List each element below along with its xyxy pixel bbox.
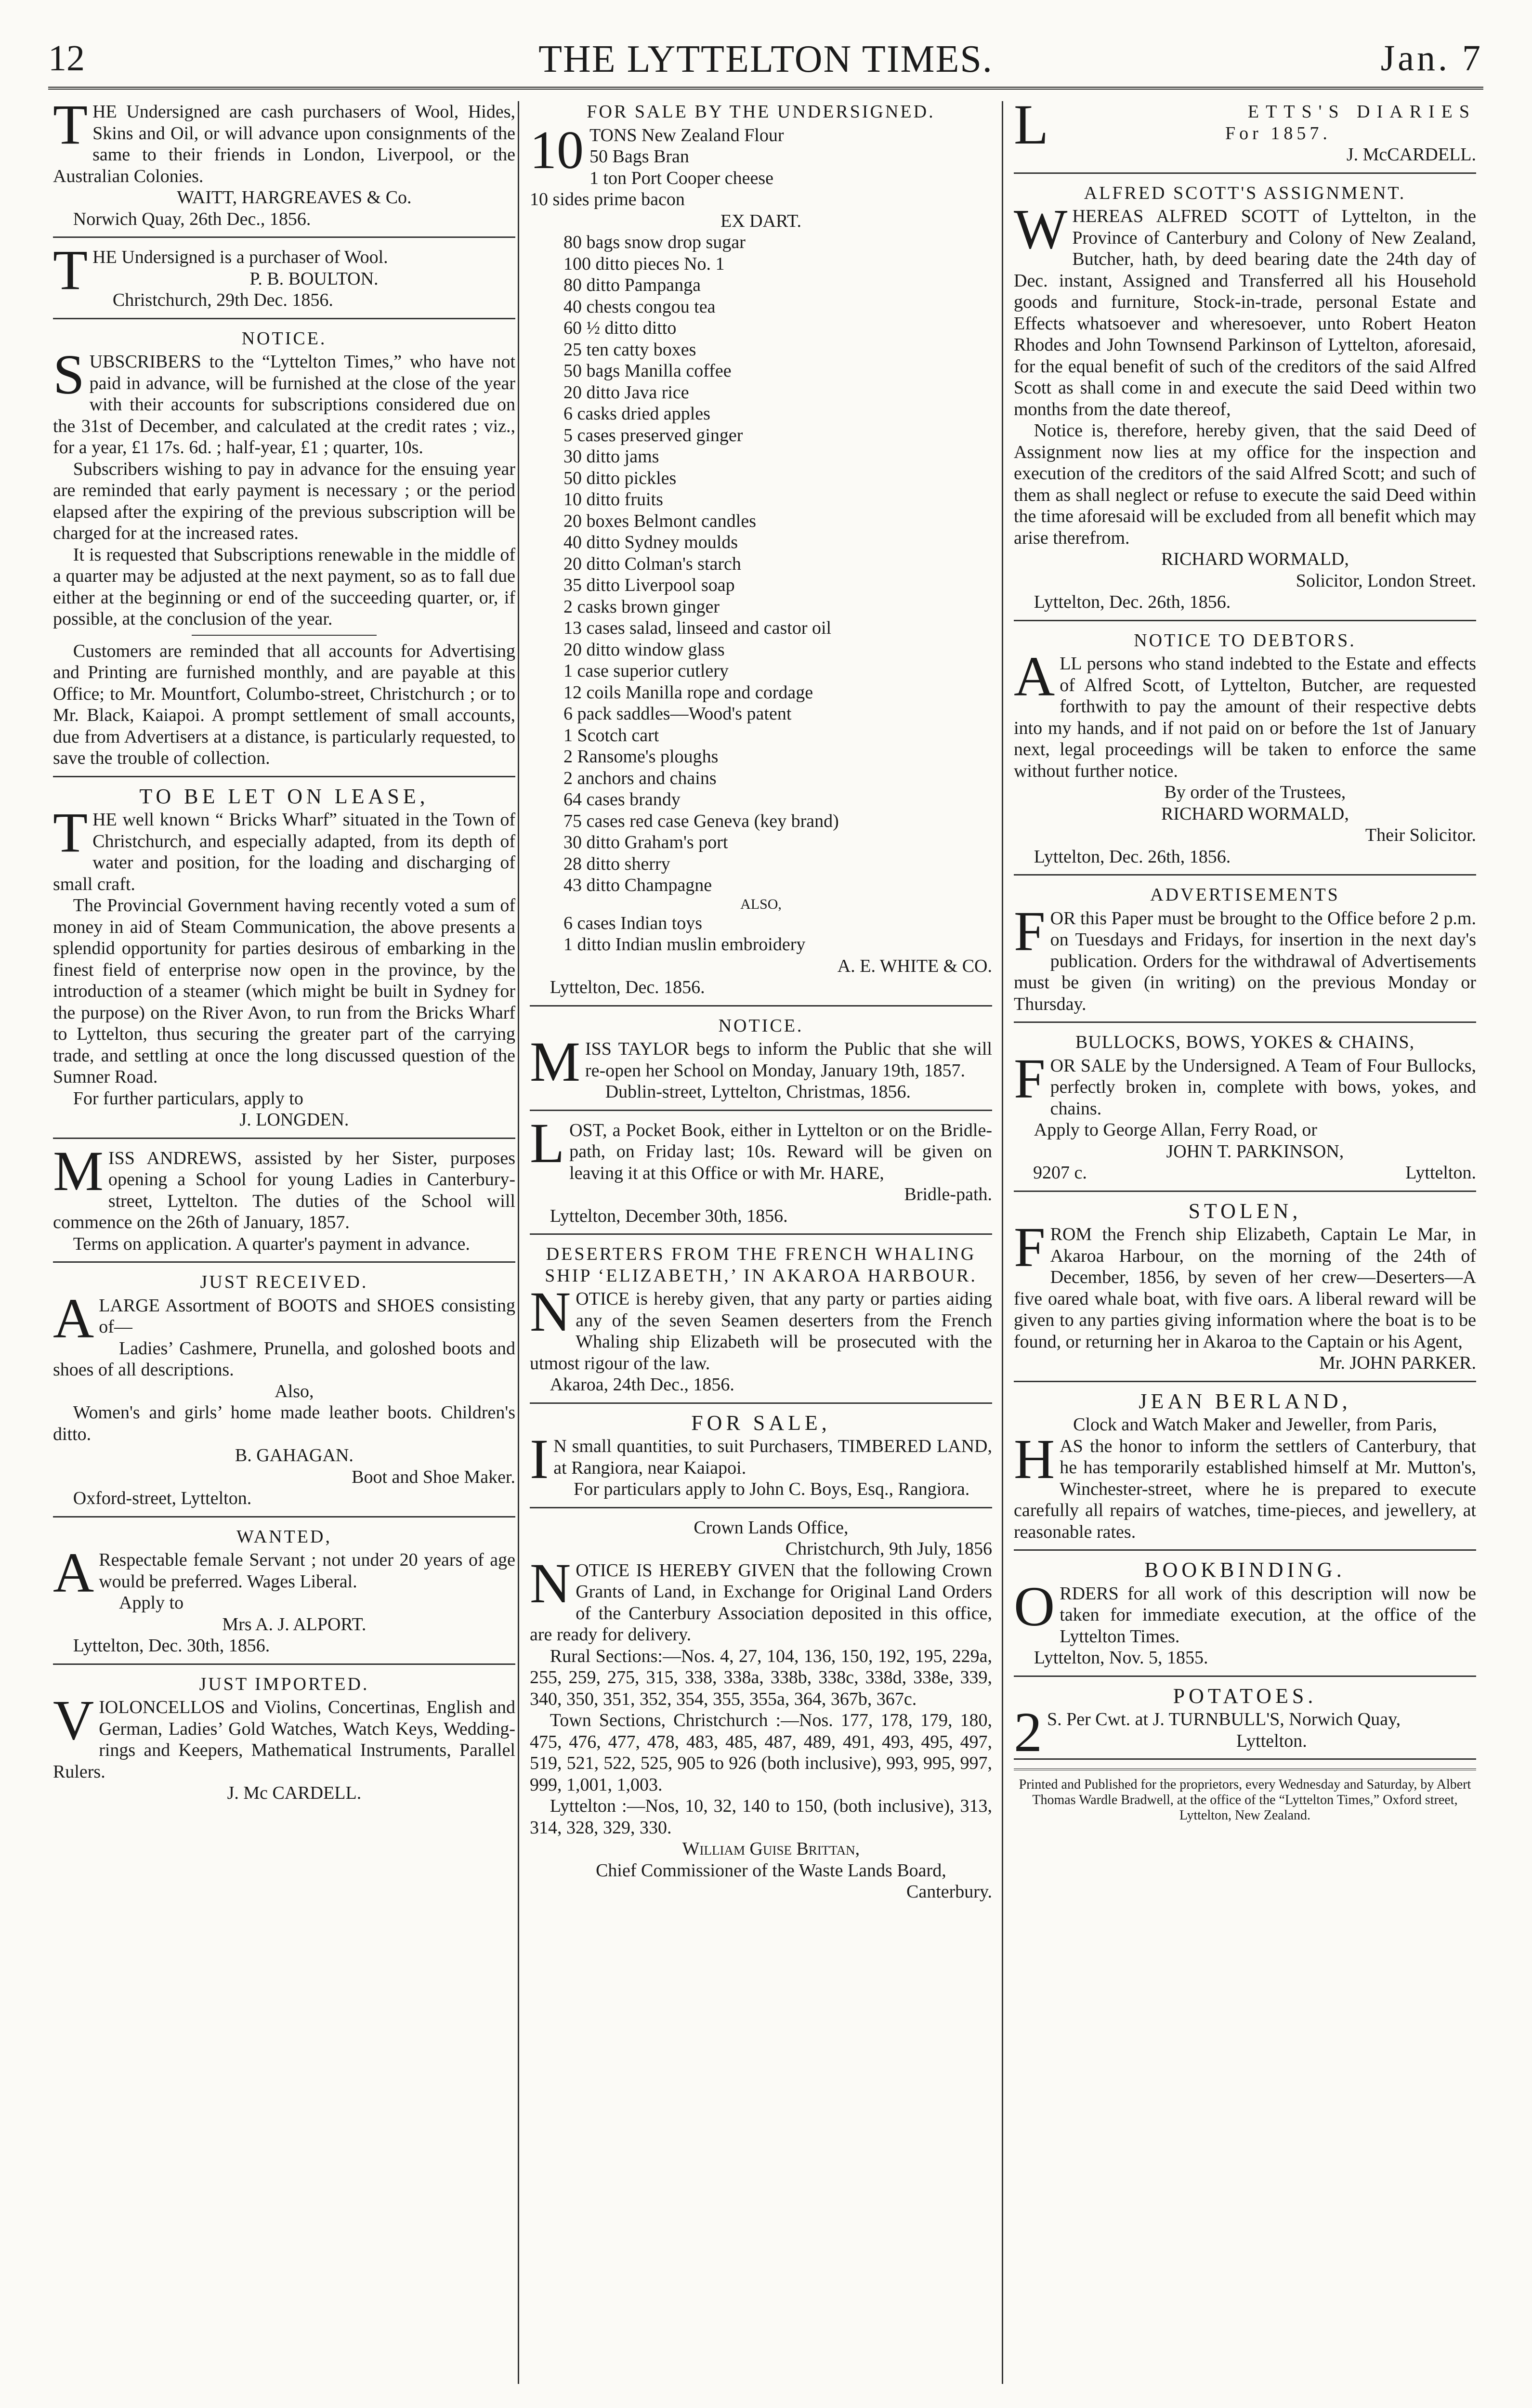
ad-signature: P. B. BOULTON.: [249, 268, 379, 289]
ad-signature: RICHARD WORMALD,: [1161, 803, 1349, 824]
ad-place-date: Norwich Quay, 26th Dec., 1856.: [73, 209, 311, 229]
ad-body: ARespectable female Servant ; not under 20 years of age would be preferred. Wages Liberal.: [53, 1541, 515, 1604]
ad-place-date: Oxford-street, Lyttelton.: [73, 1488, 252, 1508]
ad-heading: JUST RECEIVED.: [200, 1272, 368, 1292]
ad-date: Christchurch, 9th July, 1856: [785, 1539, 992, 1559]
column-divider: [518, 101, 519, 2384]
ad-body: For particulars apply to John C. Boys, Esq., Rangiora.: [574, 1479, 970, 1499]
ad-body: IN small quantities, to suit Purchasers, TIMBERED LAND, at Rangiora, near Kaiapoi.: [530, 1427, 992, 1491]
goods-item: 80 bags snow drop sugar: [563, 232, 746, 252]
ad-subheading: EX DART.: [720, 210, 801, 231]
ad-body: FOR SALE by the Undersigned. A Team of Four Bullocks, perfectly broken in, complete with bows, yokes, and chains.: [1014, 1047, 1476, 1119]
ad-place-date: Lyttelton, December 30th, 1856.: [550, 1205, 788, 1226]
ad-signature: J. McCARDELL.: [1346, 144, 1476, 165]
ad-waitt-hargreaves: [53, 93, 515, 238]
ad-body: NOTICE IS HEREBY GIVEN that the following Crown Grants of Land, in Exchange for Original Land Orders of the Canterbury Association deposited in this office, are ready for delivery.: [530, 1551, 992, 1645]
ad-body: NOTICE is hereby given, that any party or parties aiding any of the seven Seamen deserters from the French Whaling ship Elizabeth will be prosecuted with the utmost rigour of the law.: [530, 1280, 992, 1374]
ad-heading: NOTICE.: [718, 1015, 804, 1036]
ad-subscription-notice: [53, 328, 515, 777]
column-3: [1014, 93, 1476, 1823]
goods-item: 1 Scotch cart: [563, 725, 659, 746]
ad-place-date: Dublin-street, Lyttelton, Christmas, 1856.: [605, 1082, 911, 1102]
ad-body: Also,: [275, 1381, 314, 1401]
ad-heading: DESERTERS FROM THE FRENCH WHALING SHIP ‘ELIZABETH,’ IN AKAROA HARBOUR.: [545, 1244, 977, 1286]
goods-item: 5 cases preserved ginger: [563, 425, 743, 445]
ad-signature-title: Chief Commissioner of the Waste Lands Board,: [596, 1860, 946, 1881]
ad-heading: TO BE LET ON LEASE,: [139, 784, 429, 808]
newspaper-title: THE LYTTELTON TIMES.: [538, 38, 993, 80]
ad-signature-title: Boot and Shoe Maker.: [352, 1466, 515, 1487]
ad-body: THE well known “ Bricks Wharf” situated in the Town of Christchurch, and especially adapted, from its depth of water and position, for the loading and discharging of small craft.: [53, 801, 515, 894]
ad-body: HAS the honor to inform the settlers of Canterbury, that he has temporarily established himself at Mr. Mutton's, Winchester-street, where he is prepared to execute carefully all repairs of watches, time-pieces, and jewellery, at reasonable rates.: [1014, 1427, 1476, 1542]
ad-place-date: Lyttelton, Dec. 26th, 1856.: [1034, 846, 1231, 867]
goods-item: 50 bags Manilla coffee: [563, 361, 732, 381]
ad-body: ALL persons who stand indebted to the Estate and effects of Alfred Scott, of Lyttelton, Butcher, are requested forthwith to pay the amount of their respective debts into my hands, and if not paid on or before the 1st of January next, legal proceedings will be taken to enforce the same without further notice.: [1014, 645, 1476, 781]
ad-heading: FOR SALE BY THE UNDERSIGNED.: [587, 102, 935, 122]
goods-item: 30 ditto jams: [563, 446, 659, 467]
ad-miss-andrews: [53, 1139, 515, 1263]
ad-just-imported: [53, 1674, 515, 1811]
ad-deserters: [530, 1243, 992, 1404]
ad-signature: RICHARD WORMALD,: [1161, 549, 1349, 569]
goods-item: 10 ditto fruits: [563, 489, 663, 510]
goods-item: 6 pack saddles—Wood's patent: [563, 704, 792, 724]
ad-body: Ladies’ Cashmere, Prunella, and goloshed boots and shoes of all descriptions.: [53, 1338, 515, 1380]
ad-body: Town Sections, Christchurch :—Nos. 177, 178, 179, 180, 475, 476, 477, 478, 483, 485, 487, 489, 491, 493, 495, 497, 519, 521, 522, 525, 905 to 926 (both inclusive), 993, 995, 997, 999, 1,001, 1,003.: [530, 1710, 992, 1795]
ad-signature-place: Canterbury.: [906, 1882, 992, 1902]
ad-place: Lyttelton.: [1405, 1163, 1476, 1183]
ad-body: THE Undersigned is a purchaser of Wool.: [53, 238, 388, 301]
column-divider: [1002, 101, 1003, 2384]
ad-bookbinding: [1014, 1559, 1476, 1677]
ad-signature: WAITT, HARGREAVES & Co.: [177, 187, 412, 208]
goods-item: 30 ditto Graham's port: [563, 832, 728, 852]
goods-line: TONS New Zealand Flour: [589, 125, 784, 145]
goods-item: 20 boxes Belmont candles: [563, 510, 756, 531]
ad-subheading: ALSO,: [740, 896, 782, 912]
ad-signature: A. E. WHITE & CO.: [837, 955, 992, 976]
ad-body: For further particulars, apply to: [73, 1088, 303, 1109]
ad-potatoes: [1014, 1684, 1476, 1764]
goods-list: [563, 232, 992, 896]
ad-letts-diaries: [1014, 93, 1476, 174]
ad-body: ALARGE Assortment of BOOTS and SHOES consisting of—: [53, 1286, 515, 1350]
goods-list-more: [563, 913, 992, 955]
ad-heading: BOOKBINDING.: [1144, 1558, 1346, 1582]
ad-body: Subscribers wishing to pay in advance for the ensuing year are reminded that early payment is necessary ; or the period elapsed after the expiring of the previous subscription will be charged for at the increased rates.: [53, 458, 515, 543]
ad-heading: NOTICE TO DEBTORS.: [1134, 630, 1356, 651]
goods-line: 1 ton Port Cooper cheese: [589, 168, 774, 188]
ad-stolen: [1014, 1201, 1476, 1382]
masthead: [48, 38, 1483, 91]
issue-date: Jan. 7: [1380, 38, 1483, 79]
goods-item: 1 ditto Indian muslin embroidery: [563, 934, 806, 955]
ad-heading: POTATOES.: [1173, 1684, 1317, 1708]
ad-crown-lands: [530, 1517, 992, 1910]
ad-subheading: Clock and Watch Maker and Jeweller, from Paris,: [1073, 1414, 1437, 1435]
goods-item: 20 ditto window glass: [563, 639, 725, 660]
ad-body: Lyttelton :—Nos, 10, 32, 140 to 150, (both inclusive), 313, 314, 328, 329, 330.: [530, 1796, 992, 1838]
ad-body: LOST, a Pocket Book, either in Lyttelton or on the Bridle-path, on Friday last; 10s. Reward will be given on leaving it at this Office or with Mr. HARE,: [530, 1111, 992, 1183]
goods-item: 35 ditto Liverpool soap: [563, 575, 735, 595]
ad-reference: 9207 c.: [1033, 1163, 1087, 1183]
ad-body: WHEREAS ALFRED SCOTT of Lyttelton, in the Province of Canterbury and Colony of New Zealand, Butcher, hath, by deed bearing date the 24th day of Dec. instant, Assigned and Transferred all his Household goods and furniture, Stock-in-trade, personal Estate and Effects whatsoever and wheresoever, unto Robert Heaton Rhodes and John Townsend Parkinson of Lyttelton, aforesaid, for the equal benefit of such of the creditors of the said Alfred Scott as shall come in and execute the said Deed within two months from the date thereof,: [1014, 197, 1476, 419]
goods-item: 12 coils Manilla rope and cordage: [563, 682, 813, 703]
ad-office: Crown Lands Office,: [694, 1517, 849, 1538]
goods-item: 13 cases salad, linseed and castor oil: [563, 618, 832, 638]
goods-item: 1 case superior cutlery: [563, 661, 729, 681]
ad-signature: B. GAHAGAN.: [235, 1445, 354, 1466]
goods-item: 64 cases brandy: [563, 789, 681, 810]
ad-heading: ALFRED SCOTT'S ASSIGNMENT.: [1084, 183, 1406, 203]
goods-item: 40 ditto Sydney moulds: [563, 532, 738, 552]
ad-signature: J. Mc CARDELL.: [227, 1783, 362, 1803]
ad-heading: NOTICE.: [241, 328, 327, 349]
ad-signature-title: Their Solicitor.: [1365, 825, 1476, 845]
ad-body: 2S. Per Cwt. at J. TURNBULL'S, Norwich Quay,: [1014, 1701, 1401, 1764]
ad-heading: BULLOCKS, BOWS, YOKES & CHAINS,: [1075, 1032, 1415, 1052]
ad-place: Lyttelton.: [1236, 1730, 1307, 1751]
ad-body: Apply to George Allan, Ferry Road, or: [1034, 1120, 1317, 1140]
ad-signature-title: Solicitor, London Street.: [1296, 570, 1476, 591]
ad-body: Women's and girls’ home made leather boots. Children's ditto.: [53, 1402, 515, 1444]
column-1: [53, 93, 515, 1819]
column-2: [530, 101, 992, 1918]
printer-imprint: Printed and Published for the proprietors, every Wednesday and Saturday, by Albert Thomas Wardle Bradwell, at the office of the “Lyttelton Times,” Oxford street, Lyttelton, New Zealand.: [1014, 1768, 1476, 1823]
ad-body: By order of the Trustees,: [1164, 782, 1346, 802]
ad-signature: J. LONGDEN.: [239, 1110, 349, 1130]
ad-body: MISS TAYLOR begs to inform the Public that she will re-open her School on Monday, January 19th, 1857.: [530, 1030, 992, 1093]
ad-notice-to-debtors: [1014, 630, 1476, 876]
goods-item: 6 casks dried apples: [563, 404, 710, 424]
goods-list-top: [530, 120, 992, 210]
ad-jean-berland: [1014, 1391, 1476, 1551]
ad-place-date: Lyttelton, Dec. 26th, 1856.: [1034, 592, 1231, 612]
goods-item: 28 ditto sherry: [563, 853, 670, 874]
ad-body: MISS ANDREWS, assisted by her Sister, purposes opening a School for young Ladies in Canterbury-street, Lyttelton. The duties of the School will commence on the 26th of January, 1857.: [53, 1139, 515, 1232]
ad-miss-taylor: [530, 1015, 992, 1111]
goods-item: 20 ditto Java rice: [563, 382, 689, 403]
ad-bullocks: [1014, 1032, 1476, 1192]
goods-item: 80 ditto Pampanga: [563, 275, 701, 295]
ad-body: LETTS'S DIARIES: [1014, 93, 1476, 156]
goods-item: 60 ½ ditto ditto: [563, 318, 677, 338]
ad-boulton: [53, 238, 515, 319]
ad-body: For 1857.: [1225, 123, 1331, 144]
ad-scott-assignment: [1014, 183, 1476, 621]
goods-item: 2 anchors and chains: [563, 768, 717, 788]
goods-item: 40 chests congou tea: [563, 296, 716, 317]
ad-signature: William Guise Brittan,: [682, 1839, 860, 1859]
ad-heading: JEAN BERLAND,: [1139, 1389, 1351, 1413]
goods-item: 6 cases Indian toys: [563, 913, 703, 933]
ad-place-date: Akaroa, 24th Dec., 1856.: [550, 1374, 734, 1395]
ad-wanted: [53, 1526, 515, 1665]
ad-lost-pocket-book: [530, 1111, 992, 1235]
ad-advertisements: [1014, 884, 1476, 1023]
ad-body: The Provincial Government having recently voted a sum of money in aid of Steam Communication, the above presents a splendid opportunity for parties desirous of embarking in the finest field of enterprise now open in the province, by the introduction of a steamer (which might be built in Sydney for the purpose) on the River Avon, to run from the Bricks Wharf to Lyttelton, thus securing the greater part of the carrying trade, and settling at once the long discussed question of the Sumner Road.: [53, 895, 515, 1087]
masthead-rule: [48, 87, 1483, 92]
ad-heading: FOR SALE,: [691, 1411, 831, 1435]
ad-signature: JOHN T. PARKINSON,: [1166, 1141, 1344, 1162]
ad-body: THE Undersigned are cash purchasers of Wool, Hides, Skins and Oil, or will advance upon consignments of the same to their friends in London, Liverpool, or the Australian Colonies.: [53, 93, 515, 186]
ad-body: FOR this Paper must be brought to the Office before 2 p.m. on Tuesdays and Fridays, for insertion in the next day's publication. Orders for the withdrawal of Advertisements must be given (in writing) on the previous Monday or Thursday.: [1014, 899, 1476, 1014]
goods-line: 50 Bags Bran: [589, 146, 689, 167]
ad-heading: ADVERTISEMENTS: [1150, 885, 1340, 905]
page-number: 12: [48, 38, 85, 79]
ad-for-sale-land: [530, 1413, 992, 1508]
goods-item: 43 ditto Champagne: [563, 875, 712, 895]
ad-for-sale-white: [530, 101, 992, 1007]
ad-heading: STOLEN,: [1188, 1199, 1302, 1223]
ad-footer-row: [1014, 1162, 1476, 1184]
ad-heading: WANTED,: [236, 1526, 332, 1547]
goods-item: 50 ditto pickles: [563, 468, 677, 488]
ad-body: SUBSCRIBERS to the “Lyttelton Times,” who have not paid in advance, will be furnished at the close of the year with their accounts for subscriptions considered due on the 31st of December, and calculated at the credit rates ; viz., for a year, £1 17s. 6d. ; half-year, £1 ; quarter, 10s.: [53, 343, 515, 458]
goods-item: 100 ditto pieces No. 1: [563, 253, 725, 274]
goods-item: 75 cases red case Geneva (key brand): [563, 811, 839, 831]
drop-number: 10: [530, 120, 584, 180]
ad-just-received: [53, 1271, 515, 1518]
ad-place-date: Christchurch, 29th Dec. 1856.: [112, 290, 333, 310]
ad-place-date: Lyttelton, Nov. 5, 1855.: [1034, 1648, 1208, 1668]
goods-item: 2 Ransome's ploughs: [563, 746, 719, 767]
ad-place-date: Lyttelton, Dec. 1856.: [550, 977, 705, 997]
ad-body: Notice is, therefore, hereby given, that the said Deed of Assignment now lies at my office for the inspection and execution of the creditors of the said Alfred Scott; and such of them as shall neglect or refuse to execute the said Deed within the time aforesaid will be excluded from all benefit which may arise therefrom.: [1014, 420, 1476, 548]
ad-body: Terms on application. A quarter's payment in advance.: [73, 1233, 470, 1254]
ad-signature: Bridle-path.: [904, 1184, 992, 1204]
ad-body: Rural Sections:—Nos. 4, 27, 104, 136, 150, 192, 195, 229a, 255, 259, 275, 315, 338, 338a, 338b, 338c, 338d, 338e, 339, 340, 350, 351, 352, 354, 355, 355a, 364, 367b, 367c.: [530, 1646, 992, 1709]
ad-place-date: Lyttelton, Dec. 30th, 1856.: [73, 1636, 270, 1656]
goods-item: 20 ditto Colman's starch: [563, 553, 741, 574]
ad-to-let: [53, 786, 515, 1139]
ad-body: Customers are reminded that all accounts for Advertising and Printing are furnished monthly, and are payable at this Office; to Mr. Mountfort, Columbo-street, Christchurch ; or to Mr. Black, Kaiapoi. A prompt settlement of small accounts, due from Advertisers at a distance, is particularly requested, to save the trouble of collection.: [53, 641, 515, 768]
goods-item: 25 ten catty boxes: [563, 339, 696, 360]
ad-body: It is requested that Subscriptions renewable in the middle of a quarter may be adjusted at the next payment, so as to fall due either at the beginning or end of the succeeding quarter, or, if possible, at the conclusion of the year.: [53, 544, 515, 629]
ad-body: VIOLONCELLOS and Violins, Concertinas, English and German, Ladies’ Gold Watches, Watch Keys, Wedding-rings and Keepers, Mathematical Instruments, Parallel Rulers.: [53, 1688, 515, 1782]
ad-body: ORDERS for all work of this description will now be taken for immediate execution, at the office of the Lyttelton Times.: [1014, 1574, 1476, 1647]
ad-signature: Mrs A. J. ALPORT.: [222, 1614, 367, 1635]
ad-body: Apply to: [119, 1593, 184, 1613]
goods-item: 2 casks brown ginger: [563, 596, 720, 617]
ad-signature: Mr. JOHN PARKER.: [1319, 1353, 1476, 1373]
ad-body: FROM the French ship Elizabeth, Captain Le Mar, in Akaroa Harbour, on the morning of the 24th of December, 1856, by seven of her crew—Deserters—A five oared whale boat, with five oars. A liberal reward will be given to any parties giving information where the boat is to be found, or returning her in Akaroa to the Captain or his Agent,: [1014, 1216, 1476, 1352]
ad-heading: JUST IMPORTED.: [199, 1674, 369, 1694]
goods-line: 10 sides prime bacon: [530, 189, 685, 209]
